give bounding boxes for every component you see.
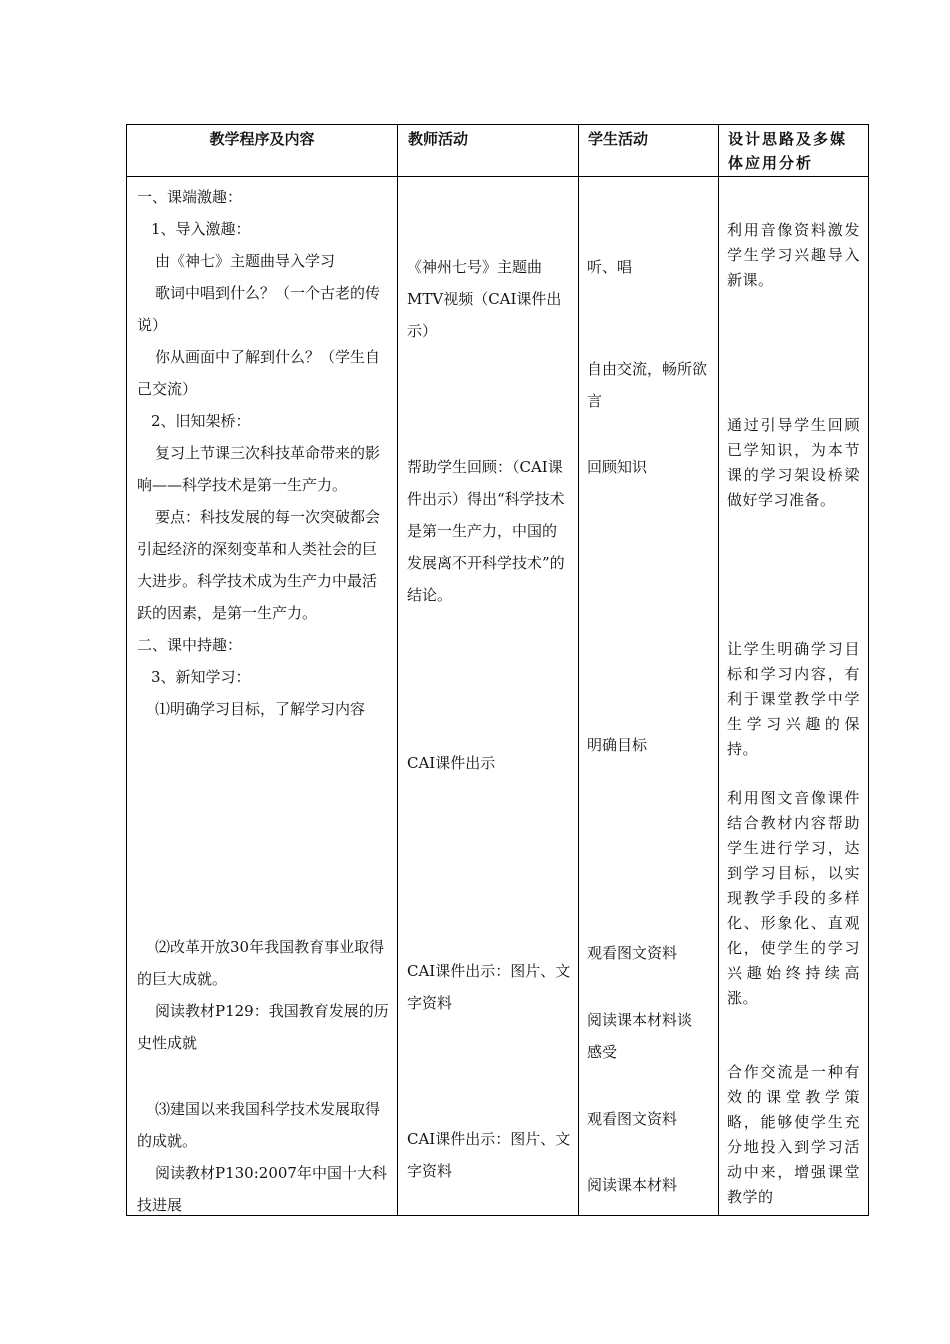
lesson-plan-table xyxy=(126,124,869,1216)
design-analysis-text: 合作交流是一种有效的课堂教学策略，能够使学生充分地投入到学习活动中来，增强课堂教学的 xyxy=(727,1063,860,1206)
item-heading: 1、导入激趣： xyxy=(151,220,251,238)
header-student-activity: 学生活动 xyxy=(588,130,649,148)
design-analysis-text: 利用图文音像课件结合教材内容帮助学生进行学习，达到学习目标，以实现教学手段的多样化、形象化、直观化，使学生的学习兴趣始终持续高涨。 xyxy=(727,789,860,1007)
paragraph: 歌词中唱到什么？（一个古老的传说） xyxy=(137,284,381,334)
student-activity-text: 阅读课本材料 xyxy=(587,1176,678,1194)
section-heading: 二、课中持趣： xyxy=(137,636,243,654)
paragraph: ⑶建国以来我国科学技术发展取得的成就。 xyxy=(137,1100,381,1150)
paragraph: 阅读教材P129：我国教育发展的历史性成就 xyxy=(137,1002,389,1052)
section-heading: 一、课端激趣： xyxy=(137,188,243,206)
header-design-analysis: 设计思路及多媒体应用分析 xyxy=(728,130,848,172)
design-analysis-text: 利用音像资料激发学生学习兴趣导入新课。 xyxy=(727,221,860,289)
column-divider xyxy=(397,125,398,1215)
paragraph: ⑵改革开放30年我国教育事业取得的巨大成就。 xyxy=(137,938,385,988)
header-program-content: 教学程序及内容 xyxy=(209,130,315,148)
column-divider xyxy=(578,125,579,1215)
teacher-activity-text: 帮助学生回顾：（CAI课件出示）得出“科学技术是第一生产力，中国的发展离不开科学技术”的结论。 xyxy=(407,458,565,604)
student-activity-text: 听、唱 xyxy=(587,258,633,276)
header-teacher-activity: 教师活动 xyxy=(408,130,469,148)
paragraph: 由《神七》主题曲导入学习 xyxy=(155,252,336,270)
student-activity-text: 自由交流，畅所欲言 xyxy=(587,360,708,410)
column-divider xyxy=(718,125,719,1215)
item-heading: 2、旧知架桥： xyxy=(151,412,251,430)
paragraph: ⑴明确学习目标，了解学习内容 xyxy=(155,700,366,718)
paragraph: 复习上节课三次科技革命带来的影响——科学技术是第一生产力。 xyxy=(137,444,381,494)
student-activity-text: 明确目标 xyxy=(587,736,648,754)
teacher-activity-text: CAI课件出示：图片、文字资料 xyxy=(407,1130,571,1180)
paragraph: 要点：科技发展的每一次突破都会引起经济的深刻变革和人类社会的巨大进步。科学技术成为生产力中最活跃的因素，是第一生产力。 xyxy=(137,508,381,622)
student-activity-text: 阅读课本材料谈感受 xyxy=(587,1011,693,1061)
design-analysis-text: 通过引导学生回顾已学知识，为本节课的学习架设桥梁做好学习准备。 xyxy=(727,416,860,509)
paragraph: 你从画面中了解到什么？（学生自己交流） xyxy=(137,348,381,398)
item-heading: 3、新知学习： xyxy=(151,668,251,686)
teacher-activity-text: 《神州七号》主题曲MTV视频（CAI课件出示） xyxy=(407,258,562,340)
student-activity-text: 观看图文资料 xyxy=(587,944,678,962)
paragraph: 阅读教材P130:2007年中国十大科技进展 xyxy=(137,1164,387,1214)
student-activity-text: 回顾知识 xyxy=(587,458,648,476)
teacher-activity-text: CAI课件出示：图片、文字资料 xyxy=(407,962,571,1012)
student-activity-text: 观看图文资料 xyxy=(587,1110,678,1128)
teacher-activity-text: CAI课件出示 xyxy=(407,754,496,772)
design-analysis-text: 让学生明确学习目标和学习内容，有利于课堂教学中学生学习兴趣的保持。 xyxy=(727,640,860,758)
